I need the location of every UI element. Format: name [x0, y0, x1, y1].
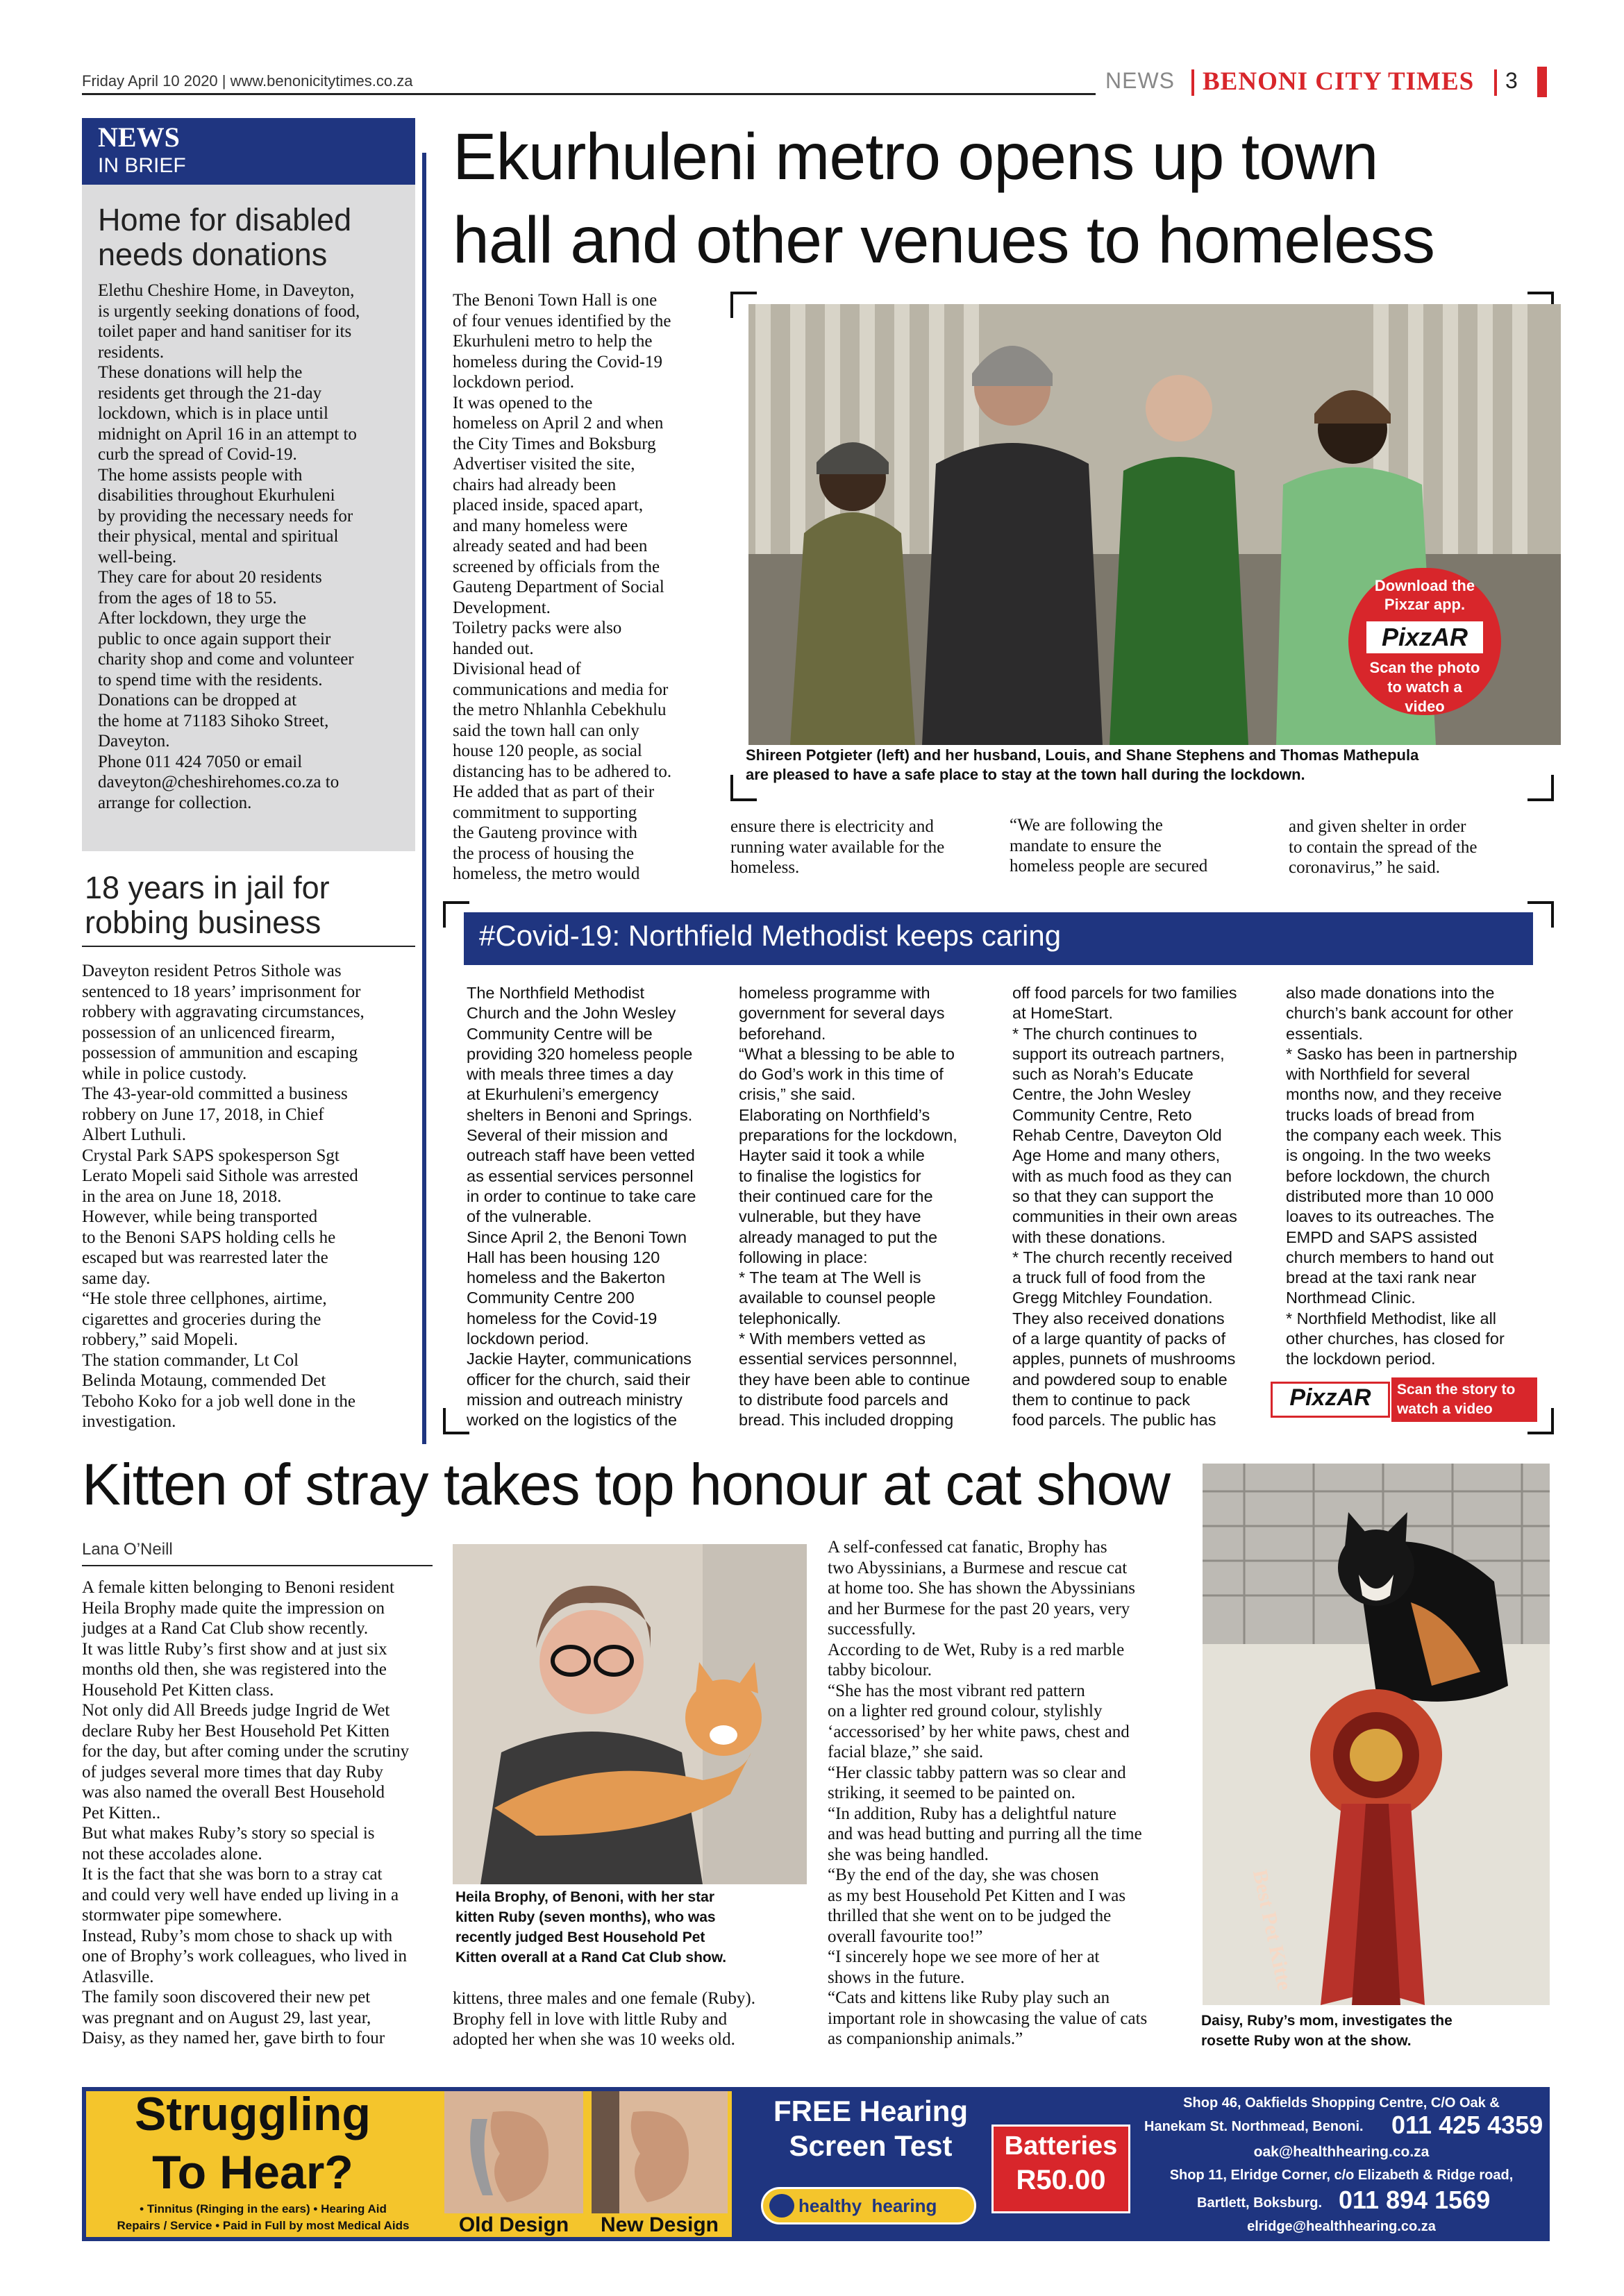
- ad-headline-1: Struggling: [135, 2088, 371, 2140]
- healthy-hearing-logo-icon: [769, 2194, 794, 2218]
- kitten-byline: Lana O’Neill: [82, 1540, 173, 1559]
- batteries-label: Batteries: [1004, 2131, 1118, 2161]
- ad-address-1: Shop 46, Oakfields Shopping Centre, C/O Oak &: [1183, 2095, 1500, 2111]
- header-divider: [1191, 69, 1194, 96]
- kitten-caption-2: Daisy, Ruby’s mom, investigates the rosette Ruby won at the show.: [1201, 2013, 1453, 2049]
- daisy-rosette-photo: [1203, 1464, 1550, 2005]
- ad-phone-1: 011 425 4359: [1391, 2111, 1543, 2139]
- new-design-ear-photo: [592, 2091, 728, 2213]
- sidebar-tag-top: NEWS: [98, 121, 180, 153]
- ad-phone-2: 011 894 1569: [1339, 2186, 1491, 2214]
- lead-photo-caption: Shireen Potgieter (left) and her husband, Louis, and Shane Stephens and Thomas Mathepula are pleased to have a safe place to stay at the town hall during the lockdown.: [746, 746, 1419, 783]
- covid-col4: also made donations into the church’s bank account for other essentials. * Sasko has been in partnership with Northfield for several months now, and they receive trucks loads of bread from the company each week. This is ongoing. In the two weeks before lockdown, the church distributed more than 10 000 loaves to its outreaches. The EMPD and SAPS assisted church members to hand out bread at the taxi rank near Northmead Clinic. * Northfield Methodist, like all other churches, has closed for the lockdown period.: [1286, 984, 1518, 1368]
- free-test-text: FREE Hearing Screen Test: [773, 2095, 969, 2162]
- covid-corner-br: [1527, 1408, 1554, 1434]
- covid-banner-text: #Covid-19: Northfield Methodist keeps caring: [479, 919, 1062, 952]
- batteries-price: R50.00: [1016, 2165, 1106, 2195]
- story2-body: Daveyton resident Petros Sithole was sentenced to 18 years’ imprisonment for robbery with aggravating circumstances, possession of an unlicenced firearm, possession of ammunition and escaping while in police custody. The 43-year-old committed a business robbery on June 17, 2018, in Chief Albert Luthuli. Crystal Park SAPS spokesperson Sgt Lerato Mopeli said Sithole was arrested in the area on June 18, 2018. However, while being transported to the Benoni SAPS holding cells he escaped but was rearrested later the same day. “He stole three cellphones, airtime, cigarettes and groceries during the robbery,” said Mopeli. The station commander, Lt Col Belinda Motaung, commended Det Teboho Koko for a job well done in the investigation.: [82, 962, 365, 1431]
- pixzar-badge-top: Download the Pixzar app.: [1374, 577, 1475, 613]
- story1-headline: Home for disabled needs donations: [98, 202, 352, 272]
- ad-email-2: elridge@healthhearing.co.za: [1247, 2219, 1436, 2234]
- old-design-ear-photo: [444, 2091, 583, 2213]
- covid-col3: off food parcels for two families at HomeStart. * The church continues to support its outreach partners, such as Norah’s Educate Centre, the John Wesley Community Centre, Reto Rehab Centre, Daveyton Old Age Home and many others, with as much food as they can so that they can support the communities in their own areas with these donations. * The church recently received a truck full of food from the Gregg Mitchley Foundation. They also received donations of a large quantity of packs of apples, punnets of mushrooms and powdered soup to enable them to continue to pack food parcels. The public has: [1012, 984, 1237, 1430]
- kitten-col1: A female kitten belonging to Benoni resident Heila Brophy made quite the impression on judges at a Rand Cat Club show recently. It was little Ruby’s first show and at just six months old then, she was registered into the Household Pet Kitten class. Not only did All Breeds judge Ingrid de Wet declare Ruby her Best Household Pet Kitten for the day, but after coming under the scrutiny of judges several more times that day Ruby was also named the overall Best Household Pet Kitten.. But what makes Ruby’s story so special is not these accolades alone. It is the fact that she was born to a stray cat and could very well have ended up living in a stormwater pipe somewhere. Instead, Ruby’s mom chose to shack up with one of Brophy’s work colleagues, who lived in Atlasville. The family soon discovered their new pet was pregnant and on August 29, last year, Daisy, as they named her, gave birth to four: [82, 1578, 410, 2047]
- ad-email-1: oak@healthhearing.co.za: [1253, 2144, 1430, 2160]
- kitten-col2b: kittens, three males and one female (Ruby). Brophy fell in love with little Ruby and adopted her when she was 10 weeks old.: [453, 1989, 755, 2049]
- pixzar-logo: PixzAR: [1381, 623, 1468, 651]
- lead-col1: The Benoni Town Hall is one of four venues identified by the Ekurhuleni metro to help the homeless during the Covid-19 lockdown period. It was opened to the homeless on April 2 and when the City Times and Boksburg Advertiser visited the site, chairs had already been placed inside, spaced apart, and many homeless were already seated and had been screened by officials from the Gauteng Department of Social Development. Toiletry packs were also handed out. Divisional head of communications and media for the metro Nhlanhla Cebekhulu said the town hall can only house 120 people, as social distancing has to be adhered to. He added that as part of their commitment to supporting the Gauteng province with the process of housing the homeless, the metro would: [453, 291, 672, 883]
- covid-pixzar-text: Scan the story to watch a video: [1397, 1382, 1516, 1417]
- ad-address-4: Bartlett, Boksburg.: [1197, 2195, 1323, 2211]
- pixzar-badge-bottom: Scan the photo to watch a video: [1369, 659, 1480, 715]
- kitten-caption-1: Heila Brophy, of Benoni, with her star kitten Ruby (seven months), who was recently judged Best Household Pet Kitten overall at a Rand Cat Club show.: [455, 1889, 727, 1966]
- new-design-label: New Design: [600, 2213, 719, 2236]
- kitten-col3: A self-confessed cat fanatic, Brophy has two Abyssinians, a Burmese and rescue cat at home too. She has shown the Abyssinians and her Burmese for the past 20 years, very successfully. According to de Wet, Ruby is a red marble tabby bicolour. “She has the most vibrant red pattern on a lighter red ground colour, stylishly ‘accessorised’ by her white paws, chest and facial blaze,” she said. “Her classic tabby pattern was so clear and striking, it seemed to be painted on. “In addition, Ruby has a delightful nature and was head butting and purring all the time she was being handled. “By the end of the day, she was chosen as my best Household Pet Kitten and I was thrilled that she went on to be judged the overall favourite too!” “I sincerely hope we see more of her at shows in the future. “Cats and kittens like Ruby play such an important role in showcasing the value of cats as companionship animals.”: [828, 1538, 1148, 2048]
- header-rule: [82, 93, 1096, 95]
- covid-pixzar-logo: PixzAR: [1289, 1384, 1371, 1411]
- ad-features: • Tinnitus (Ringing in the ears) • Hearing Aid Repairs / Service • Paid in Full by most Medical Aids: [117, 2202, 410, 2232]
- story2-rule: [82, 946, 415, 947]
- dateline: Friday April 10 2020 | www.benonicitytimes.co.za: [82, 72, 413, 90]
- covid-corner-bl: [443, 1408, 469, 1434]
- ad-address-2: Hanekam St. Northmead, Benoni.: [1144, 2119, 1364, 2134]
- kitten-headline: Kitten of stray takes top honour at cat show: [82, 1452, 1170, 1517]
- covid-col1: The Northfield Methodist Church and the John Wesley Community Centre will be providing 320 homeless people with meals three times a day at Ekurhuleni’s emergency shelters in Benoni and Springs. Several of their mission and outreach staff have been vetted as essential services personnel in order to continue to take care of the vulnerable. Since April 2, the Benoni Town Hall has been housing 120 homeless and the Bakerton Community Centre 200 homeless for the Covid-19 lockdown period. Jackie Hayter, communications officer for the church, said their mission and outreach ministry worked on the logistics of the: [467, 984, 696, 1430]
- lead-headline: Ekurhuleni metro opens up town hall and other venues to homeless: [453, 120, 1435, 277]
- lead-col3: “We are following the mandate to ensure the homeless people are secured: [1010, 816, 1208, 875]
- story2-headline: 18 years in jail for robbing business: [85, 870, 330, 940]
- story1-body: Elethu Cheshire Home, in Daveyton, is urgently seeking donations of food, toilet paper and hand sanitiser for its residents. These donations will help the residents get through the 21-day lockdown, which is in place until midnight on April 16 in an attempt to curb the spread of Covid-19. The home assists people with disabilities throughout Ekurhuleni by providing the necessary needs for their physical, mental and spiritual well-being. They care for about 20 residents from the ages of 18 to 55. After lockdown, they urge the public to once again support their charity shop and come and volunteer to spend time with the residents. Donations can be dropped at the home at 71183 Sihoko Street, Daveyton. Phone 011 424 7050 or email daveyton@cheshirehomes.co.za to arrange for collection.: [98, 281, 360, 812]
- heila-ruby-photo: [453, 1544, 807, 1884]
- ad-address-3: Shop 11, Elridge Corner, c/o Elizabeth & Ridge road,: [1169, 2168, 1514, 2183]
- covid-col2: homeless programme with government for several days beforehand. “What a blessing to be able to do God’s work in this time of crisis,” she said. Elaborating on Northfield’s preparations for the lockdown, Hayter said it took a while to finalise the logistics for their continued care for the vulnerable, but they have already managed to put the following in place: * The team at The Well is available to counsel people telephonically. * With members vetted as essential services personnnel, they have been able to continue to distribute food parcels and bread. This included dropping: [739, 984, 971, 1430]
- page-number: 3: [1505, 68, 1518, 93]
- sidebar-vertical-rule: [422, 153, 426, 1444]
- section-label: NEWS: [1105, 68, 1175, 93]
- old-design-label: Old Design: [458, 2213, 569, 2236]
- ad-headline-2: To Hear?: [152, 2146, 353, 2199]
- byline-rule: [82, 1565, 433, 1566]
- lead-col2: ensure there is electricity and running water available for the homeless.: [730, 817, 945, 877]
- page-number-bar: [1537, 67, 1547, 97]
- rosette-text: Best Pet Kitte: [1248, 1868, 1296, 1993]
- sidebar-tag-bottom: IN BRIEF: [98, 154, 186, 177]
- paper-name: BENONI CITY TIMES: [1203, 67, 1475, 96]
- healthy-hearing-logo: healthy hearing: [798, 2195, 937, 2216]
- lead-col4: and given shelter in order to contain the spread of the coronavirus,” he said.: [1289, 817, 1477, 877]
- header-divider-2: [1494, 69, 1497, 96]
